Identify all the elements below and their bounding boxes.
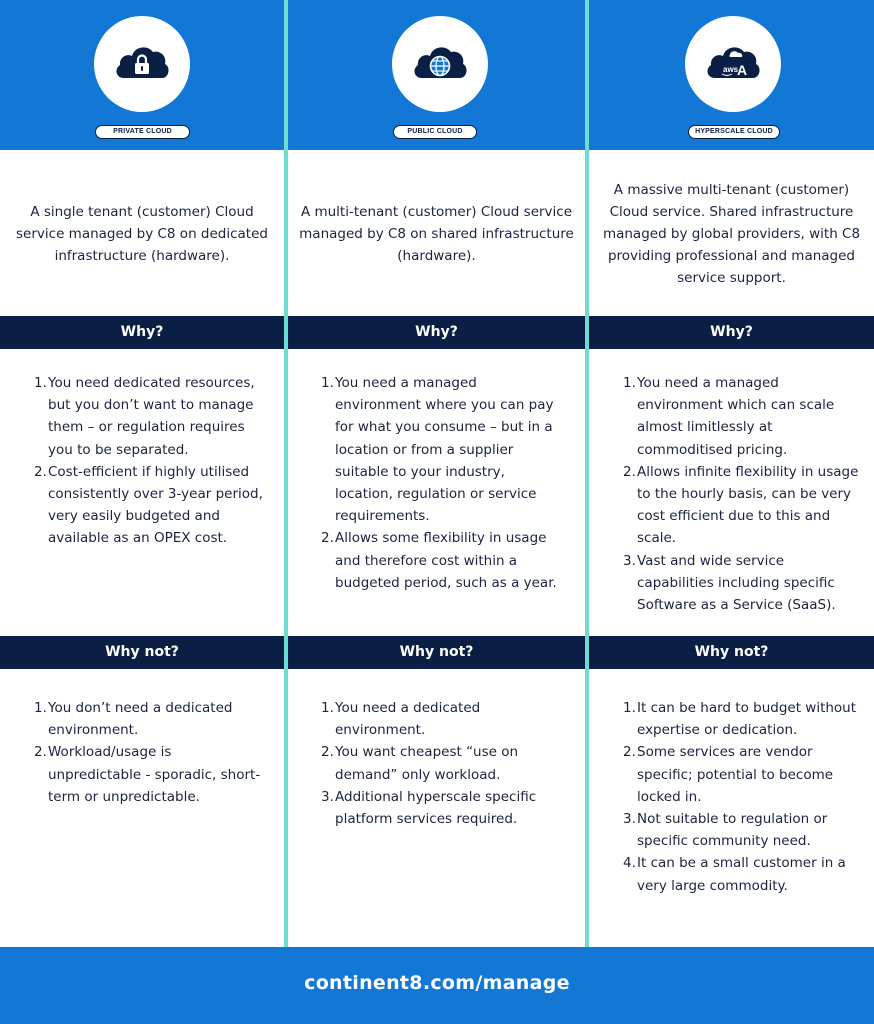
why-list <box>321 372 566 594</box>
why-not-list <box>623 697 863 897</box>
why-not-list <box>321 697 566 830</box>
list-item-text: You need a managed environment where you can pay for what you consume – but in a location or from a supplier suitable to your industry, location, regulation or service requirements. <box>335 375 554 525</box>
label-badge: PRIVATE CLOUD <box>95 125 190 139</box>
list-item-text: You need a managed environment which can scale almost limitlessly at commoditised pricing. <box>637 375 835 458</box>
list-item: 1. You need dedicated resources, but you don’t want to manage them – or regulation requires you to be separated. <box>34 375 255 458</box>
list-item: 2. Allows infinite flexibility in usage to the hourly basis, can be very cost efficient due to this and scale. <box>623 463 859 547</box>
list-item: 3. Not suitable to regulation or specific community need. <box>623 811 828 850</box>
label-badge: PUBLIC CLOUD <box>393 125 477 139</box>
list-item: 2. Allows some flexibility in usage and therefore cost within a budgeted period, such as a year. <box>321 530 557 591</box>
description: A single tenant (customer) Cloud service managed by C8 on dedicated infrastructure (hardware). <box>16 203 268 264</box>
icon-circle <box>392 16 488 112</box>
icon-circle <box>685 16 781 112</box>
list-item-text: You want cheapest “use on demand” only workload. <box>335 744 519 783</box>
cloud-lock-icon <box>112 34 172 94</box>
why-not-list <box>34 697 266 808</box>
why-heading: Why? <box>415 324 458 340</box>
list-item: 2. You want cheapest “use on demand” only workload. <box>321 744 519 783</box>
list-item-text: It can be a small customer in a very large commodity. <box>637 855 846 894</box>
list-item-text: Some services are vendor specific; potential to become locked in. <box>637 744 834 805</box>
list-item-text: Additional hyperscale specific platform services required. <box>335 788 537 828</box>
description: A massive multi-tenant (customer) Cloud service. Shared infrastructure managed by global providers, with C8 providing professional and managed service support. <box>602 181 861 286</box>
list-item: 2. Cost-efficient if highly utilised consistently over 3-year period, very easily budgeted and available as an OPEX cost. <box>34 463 263 547</box>
list-item-text: Workload/usage is unpredictable - sporadic, short-term or unpredictable. <box>48 744 261 805</box>
azure-logo-text: A <box>737 62 748 78</box>
list-item-text: Allows some flexibility in usage and therefore cost within a budgeted period, such as a year. <box>335 530 557 591</box>
list-item: 1. You need a managed environment which can scale almost limitlessly at commoditised pricing. <box>623 375 835 458</box>
description: A multi-tenant (customer) Cloud service managed by C8 on shared infrastructure (hardware). <box>299 203 574 264</box>
why-not-heading: Why not? <box>694 644 769 660</box>
why-heading: Why? <box>120 324 164 340</box>
why-list <box>623 372 863 616</box>
footer-website-link[interactable]: continent8.com/manage <box>304 972 570 994</box>
list-item-text: It can be hard to budget without expertise or dedication. <box>637 700 857 739</box>
icon-circle <box>94 16 190 112</box>
list-item-text: Cost-efficient if highly utilised consistently over 3-year period, very easily budgeted and available as an OPEX cost. <box>48 463 263 547</box>
list-item-text: Allows infinite flexibility in usage to the hourly basis, can be very cost efficient due to this and scale. <box>637 463 859 547</box>
list-item: 1. You need a dedicated environment. <box>321 700 481 739</box>
list-item: 1. It can be hard to budget without expertise or dedication. <box>623 700 857 739</box>
why-not-heading: Why not? <box>105 644 179 660</box>
list-item: 2. Workload/usage is unpredictable - sporadic, short-term or unpredictable. <box>34 744 261 805</box>
list-item-text: Vast and wide service capabilities including specific Software as a Service (SaaS). <box>637 552 836 614</box>
list-item: 1. You need a managed environment where you can pay for what you consume – but in a location or from a supplier suitable to your industry, location, regulation or service requirements. <box>321 375 554 525</box>
list-item-text: Not suitable to regulation or specific community need. <box>637 811 828 850</box>
column-hyperscale-cloud <box>589 0 874 947</box>
list-item-text: You don’t need a dedicated environment. <box>48 700 233 739</box>
why-not-heading: Why not? <box>399 644 474 660</box>
aws-logo-text: aws <box>723 65 739 74</box>
label-badge: HYPERSCALE CLOUD <box>688 125 780 139</box>
column-public-cloud <box>288 0 585 947</box>
list-item: 3. Vast and wide service capabilities including specific Software as a Service (SaaS). <box>623 552 836 614</box>
why-heading: Why? <box>710 324 753 340</box>
list-item-text: You need dedicated resources, but you don’t want to manage them – or regulation requires you to be separated. <box>48 375 255 458</box>
list-item-text: You need a dedicated environment. <box>335 700 481 739</box>
cloud-globe-icon <box>410 34 470 94</box>
list-item: 1. You don’t need a dedicated environment. <box>34 700 233 739</box>
list-item: 3. Additional hyperscale specific platform services required. <box>321 788 537 828</box>
cloud-aws-azure-icon <box>703 34 763 94</box>
list-item: 2. Some services are vendor specific; potential to become locked in. <box>623 744 834 805</box>
why-list <box>34 372 266 550</box>
column-private-cloud <box>0 0 284 947</box>
list-item: 4. It can be a small customer in a very large commodity. <box>623 855 846 894</box>
